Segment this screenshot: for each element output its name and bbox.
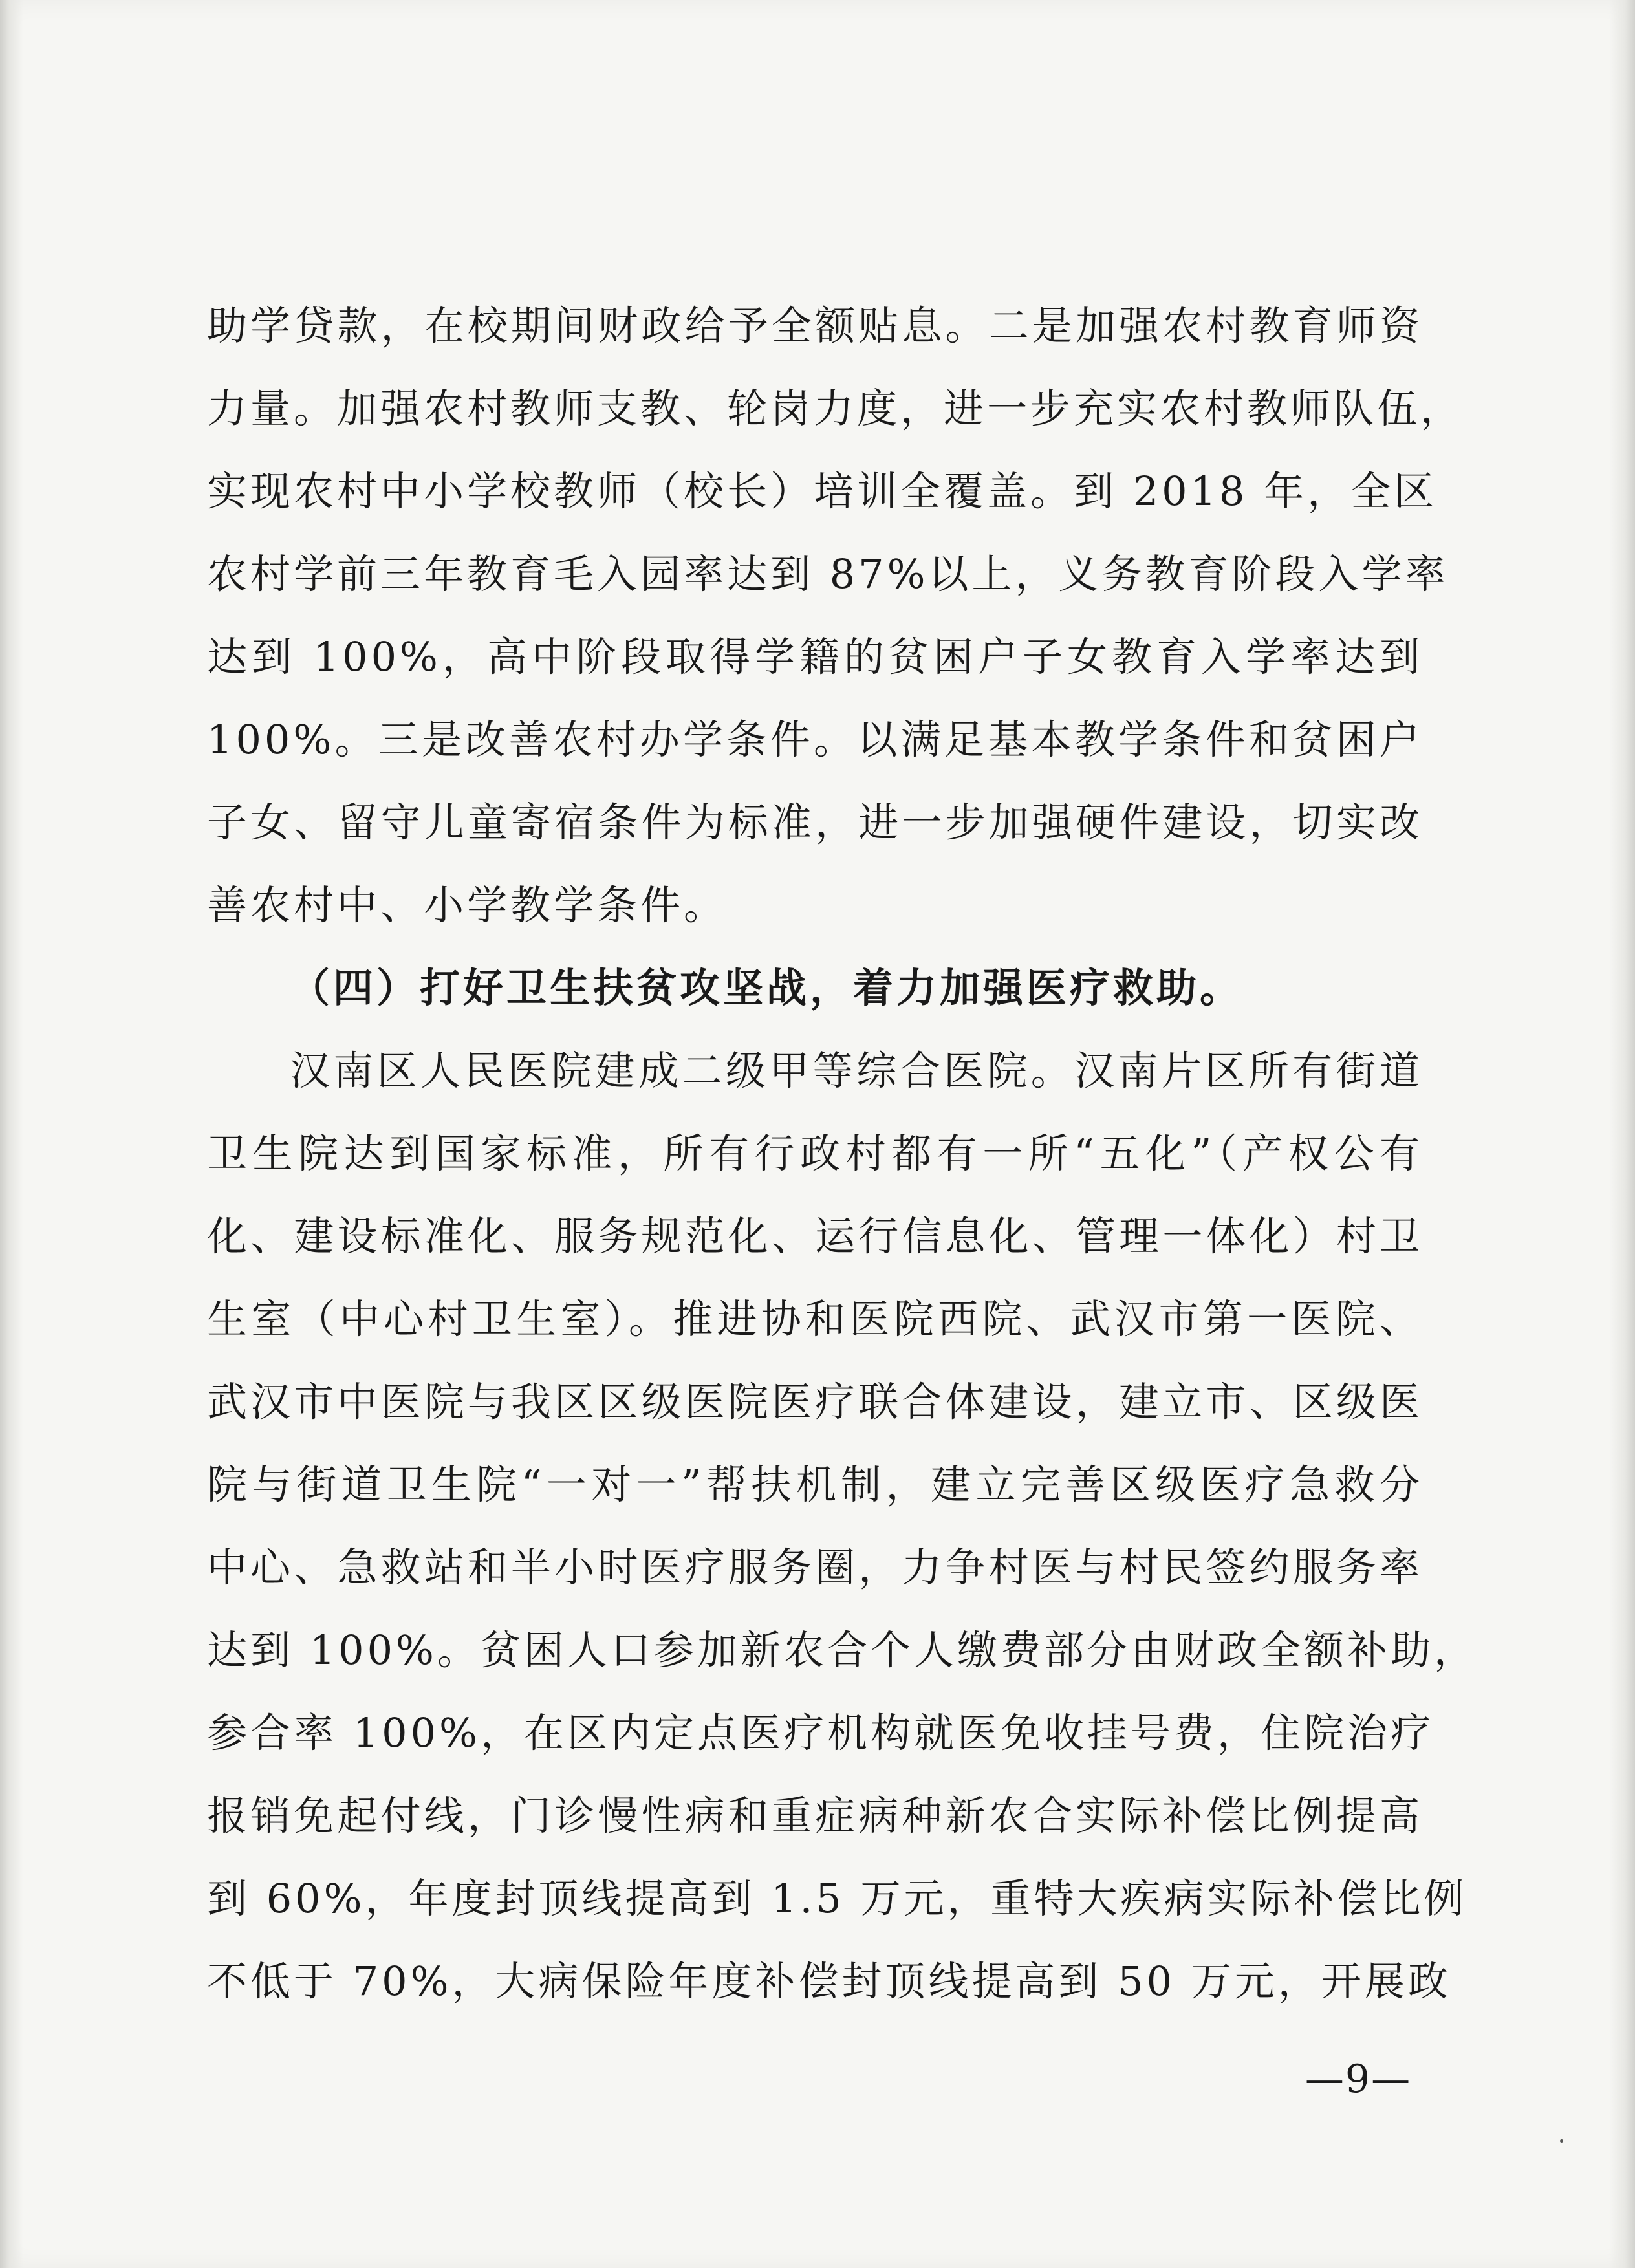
body-line: 善农村中、小学教学条件。: [207, 881, 728, 929]
body-line: 子女、留守儿童寄宿条件为标准，进一步加强硬件建设，切实改: [207, 799, 1423, 846]
body-line: 报销免起付线，门诊慢性病和重症病种新农合实际补偿比例提高: [207, 1792, 1423, 1839]
scan-edge-right: [1609, 0, 1635, 2268]
document-body: [207, 285, 1477, 2023]
body-line: 100%。三是改善农村办学条件。以满足基本教学条件和贫困户: [207, 716, 1423, 763]
body-line: 武汉市中医院与我区区级医院医疗联合体建设，建立市、区级医: [207, 1378, 1423, 1425]
body-line: 参合率 100%，在区内定点医疗机构就医免收挂号费，住院治疗: [207, 1709, 1434, 1756]
scan-edge-left: [0, 0, 23, 2268]
body-line: 不低于 70%，大病保险年度补偿封顶线提高到 50 万元，开展政: [207, 1958, 1451, 2005]
body-line: 达到 100%。贫困人口参加新农合个人缴费部分由财政全额补助，: [207, 1626, 1477, 1674]
body-line: 院与街道卫生院“一对一”帮扶机制，建立完善区级医疗急救分: [207, 1461, 1423, 1508]
body-line: 生室（中心村卫生室）。推进协和医院西院、武汉市第一医院、: [207, 1295, 1423, 1343]
body-line: 到 60%，年度封顶线提高到 1.5 万元，重特大疾病实际补偿比例: [207, 1875, 1467, 1922]
body-line: 卫生院达到国家标准，所有行政村都有一所“五化”（产权公有: [207, 1130, 1423, 1177]
body-line: 汉南区人民医院建成二级甲等综合医院。汉南片区所有街道: [290, 1047, 1423, 1094]
body-line: 农村学前三年教育毛入园率达到 87%以上，义务教育阶段入学率: [207, 550, 1449, 598]
section-heading: （四）打好卫生扶贫攻坚战，着力加强医疗救助。: [290, 964, 1244, 1011]
body-line: 助学贷款，在校期间财政给予全额贴息。二是加强农村教育师资: [207, 302, 1423, 349]
scan-speck: [1560, 2139, 1563, 2143]
body-line: 化、建设标准化、服务规范化、运行信息化、管理一体化）村卫: [207, 1213, 1423, 1260]
body-line: 中心、急救站和半小时医疗服务圈，力争村医与村民签约服务率: [207, 1544, 1423, 1591]
page-number: —9—: [1305, 2057, 1412, 2102]
body-line: 实现农村中小学校教师（校长）培训全覆盖。到 2018 年，全区: [207, 468, 1438, 515]
body-line: 力量。加强农村教师支教、轮岗力度，进一步充实农村教师队伍，: [207, 385, 1464, 432]
body-line: 达到 100%，高中阶段取得学籍的贫困户子女教育入学率达到: [207, 633, 1423, 680]
